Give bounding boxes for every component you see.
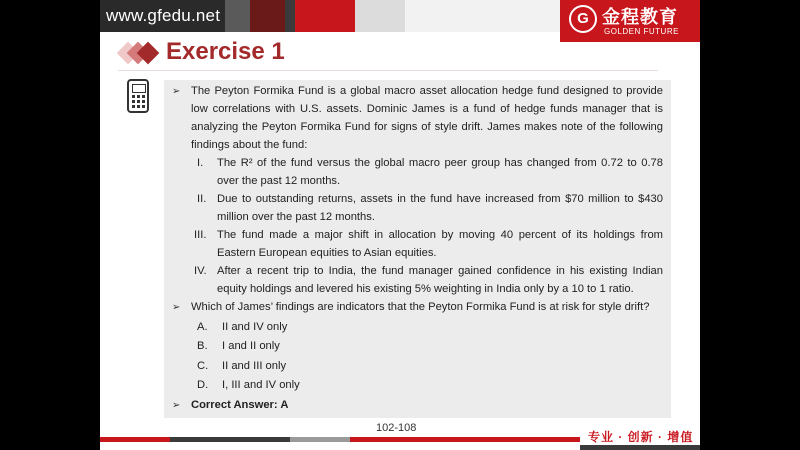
logo-chinese-name: 金程教育 [602, 7, 678, 27]
option-text: I, III and IV only [222, 379, 300, 391]
finding-text: Due to outstanding returns, assets in the fund have increased from $70 million to $430 million over the past 12 months. [217, 193, 663, 223]
header-stripe [355, 0, 405, 32]
finding-number: I. [197, 157, 204, 169]
option-letter: C. [197, 360, 209, 372]
title-diamonds-icon [118, 40, 162, 66]
title-divider [118, 70, 658, 71]
question-box [164, 80, 671, 418]
logo-english-name: GOLDEN FUTURE [604, 27, 679, 36]
header-stripe [250, 0, 285, 32]
bullet-arrow-icon: ➢ [172, 400, 181, 411]
finding-text: After a recent trip to India, the fund manager gained confidence in his existing Indian equity holdings and levered his existing 5% weighting in India only by a 10 to 1 ratio. [217, 265, 663, 295]
option-text: II and III only [222, 360, 287, 372]
correct-answer: Correct Answer: A [191, 399, 289, 411]
finding-number: II. [197, 193, 207, 205]
finding-text: The fund made a major shift in allocation by moving 40 percent of its holdings from Eastern European equities to Asian equities. [217, 229, 663, 259]
finding-number: III. [194, 229, 207, 241]
option-letter: B. [197, 340, 208, 352]
option-letter: D. [197, 379, 209, 391]
header-stripe [285, 0, 295, 32]
brand-logo [560, 0, 700, 42]
footer-slogan: 专业 · 创新 · 增值 [588, 430, 694, 444]
option-letter: A. [197, 321, 208, 333]
question-prompt: Which of James’ findings are indicators that the Peyton Formika Fund is at risk for style drift? [191, 301, 650, 313]
site-url[interactable]: www.gfedu.net [106, 6, 221, 25]
header-stripe [225, 0, 250, 32]
finding-text: The R² of the fund versus the global macro peer group has changed from 0.72 to 0.78 over the past 12 months. [217, 157, 663, 187]
header-stripe [405, 0, 560, 32]
question-intro: The Peyton Formika Fund is a global macro asset allocation hedge fund designed to provide low correlations with U.S. assets. Dominic James is a fund of hedge funds manager that is analyzing the Peyton Formika Fund for signs of style drift. James makes note of the following findings about the fund: [191, 85, 663, 151]
bullet-arrow-icon: ➢ [172, 302, 181, 313]
option-text: II and IV only [222, 321, 288, 333]
bullet-arrow-icon: ➢ [172, 86, 181, 97]
header-stripe [295, 0, 355, 32]
slide-title: Exercise 1 [166, 38, 285, 65]
page-number: 102-108 [376, 422, 417, 434]
calculator-icon [127, 79, 149, 113]
option-text: I and II only [222, 340, 280, 352]
slide [100, 0, 700, 450]
finding-number: IV. [194, 265, 207, 277]
logo-emblem-icon: G [569, 5, 597, 33]
